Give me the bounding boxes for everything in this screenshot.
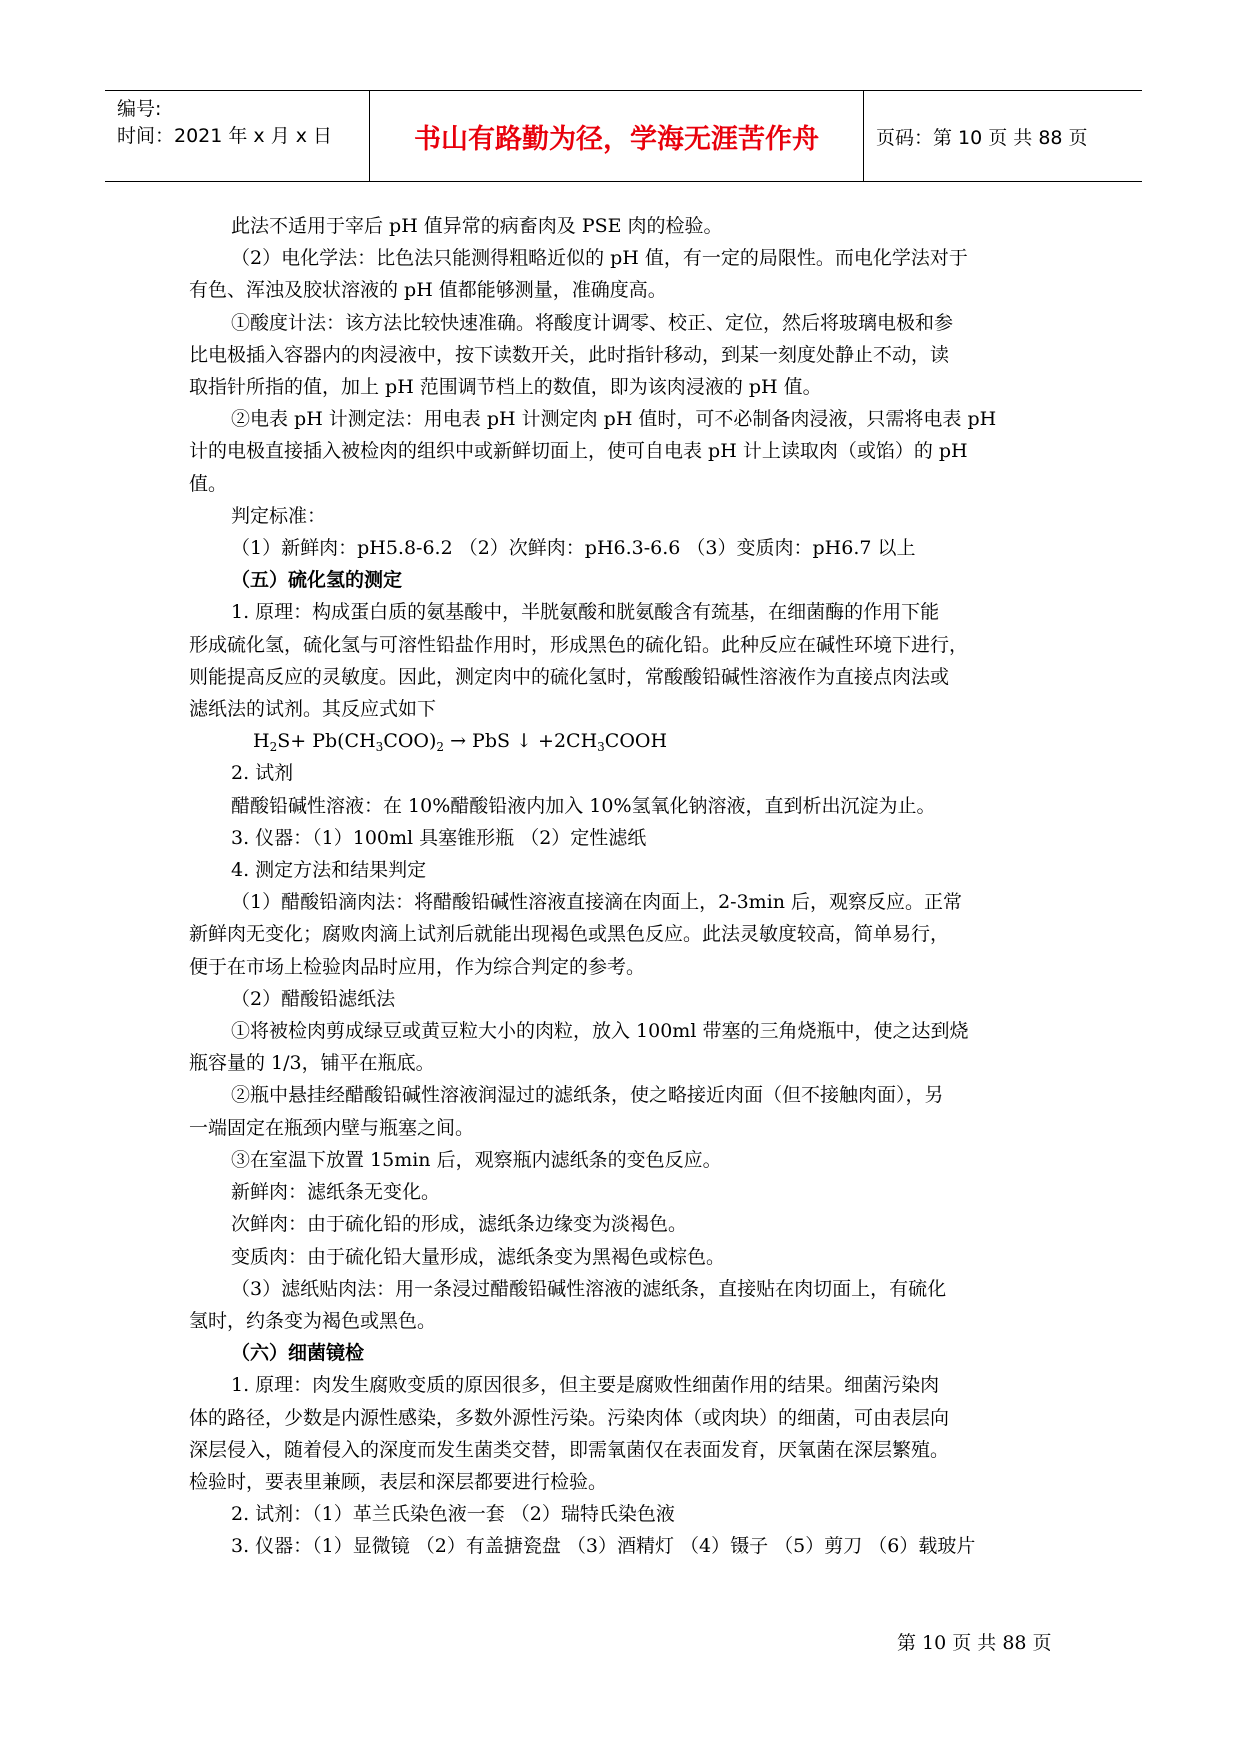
body-paragraph-line: 计的电极直接插入被检肉的组织中或新鲜切面上，使可自电表 pH 计上读取肉（或馅）的 pH	[189, 440, 968, 463]
header-motto: 书山有路勤为径，学海无涯苦作舟	[369, 91, 864, 181]
body-paragraph-line: 瓶容量的 1/3，铺平在瓶底。	[189, 1052, 435, 1075]
body-paragraph-line: （2）电化学法：比色法只能测得粗略近似的 pH 值，有一定的局限性。而电化学法对于	[231, 247, 968, 270]
body-paragraph-line: 一端固定在瓶颈内壁与瓶塞之间。	[189, 1116, 475, 1139]
page-footer: 第 10 页 共 88 页	[897, 1632, 1052, 1654]
body-paragraph-line: ②电表 pH 计测定法：用电表 pH 计测定肉 pH 值时，可不必制备肉浸液，只需将电表 pH	[231, 408, 997, 431]
section-heading: （六）细菌镜检	[231, 1342, 365, 1365]
body-paragraph-line: 氢时，约条变为褐色或黑色。	[189, 1309, 437, 1332]
body-paragraph-line: 2. 试剂：（1）革兰氏染色液一套 （2）瑞特氏染色液	[231, 1503, 675, 1526]
formula-part: COOH	[604, 730, 668, 753]
body-paragraph-line: 次鲜肉：由于硫化铅的形成，滤纸条边缘变为淡褐色。	[231, 1213, 688, 1236]
body-paragraph-line: ③在室温下放置 15min 后，观察瓶内滤纸条的变色反应。	[231, 1148, 722, 1171]
body-paragraph-line: 2. 试剂	[231, 762, 294, 785]
body-paragraph-line: ①将被检肉剪成绿豆或黄豆粒大小的肉粒，放入 100ml 带塞的三角烧瓶中，使之达到烧	[231, 1020, 969, 1043]
body-paragraph-line: 变质肉：由于硫化铅大量形成，滤纸条变为黑褐色或棕色。	[231, 1245, 726, 1268]
body-paragraph-line: 4. 测定方法和结果判定	[231, 859, 427, 882]
body-paragraph-line: 新鲜肉无变化；腐败肉滴上试剂后就能出现褐色或黑色反应。此法灵敏度较高，简单易行，	[189, 923, 950, 946]
body-paragraph-line: 有色、浑浊及胶状溶液的 pH 值都能够测量，准确度高。	[189, 279, 667, 302]
section-heading: （五）硫化氢的测定	[231, 569, 403, 592]
body-paragraph-line: 新鲜肉：滤纸条无变化。	[231, 1181, 441, 1204]
body-paragraph-line: 判定标准：	[231, 504, 327, 527]
body-paragraph-line: 比电极插入容器内的肉浸液中，按下读数开关，此时指针移动，到某一刻度处静止不动，读	[189, 343, 950, 366]
document-header	[105, 90, 1142, 182]
body-paragraph-line: 形成硫化氢，硫化氢与可溶性铅盐作用时，形成黑色的硫化铅。此种反应在碱性环境下进行，	[189, 633, 969, 656]
doc-number-label: 编号:	[117, 98, 162, 120]
body-paragraph-line: 醋酸铅碱性溶液：在 10%醋酸铅液内加入 10%氢氧化钠溶液，直到析出沉淀为止。	[231, 794, 936, 817]
document-body	[189, 210, 1061, 1563]
body-paragraph-line: 滤纸法的试剂。其反应式如下	[189, 698, 437, 721]
body-paragraph-line: 值。	[189, 472, 228, 495]
body-paragraph-line: ①酸度计法：该方法比较快速准确。将酸度计调零、校正、定位，然后将玻璃电极和参	[231, 311, 954, 334]
formula-part: S+ Pb(CH	[277, 730, 376, 753]
formula-subscript: 2	[269, 740, 278, 755]
body-paragraph-line: 3. 仪器：（1）显微镜 （2）有盖搪瓷盘 （3）酒精灯 （4）镊子 （5）剪刀 （6）载玻片	[231, 1535, 976, 1558]
body-paragraph-line: 1. 原理：构成蛋白质的氨基酸中，半胱氨酸和胱氨酸含有巯基，在细菌酶的作用下能	[231, 601, 940, 624]
body-paragraph-line: 体的路径，少数是内源性感染，多数外源性污染。污染肉体（或肉块）的细菌，可由表层向	[189, 1406, 950, 1429]
formula-subscript: 3	[597, 740, 605, 755]
body-paragraph-line: （1）新鲜肉：pH5.8-6.2 （2）次鲜肉：pH6.3-6.6 （3）变质肉：pH6.7 以上	[231, 537, 916, 560]
body-paragraph-line: 3. 仪器：（1）100ml 具塞锥形瓶 （2）定性滤纸	[231, 826, 647, 849]
body-paragraph-line: 深层侵入，随着侵入的深度而发生菌类交替，即需氧菌仅在表面发育，厌氧菌在深层繁殖。	[189, 1438, 950, 1461]
body-paragraph-line: 取指针所指的值，加上 pH 范围调节档上的数值，即为该肉浸液的 pH 值。	[189, 376, 822, 399]
body-paragraph-line: 检验时，要表里兼顾，表层和深层都要进行检验。	[189, 1470, 608, 1493]
formula-part: COO)	[383, 730, 437, 753]
reaction-formula	[189, 725, 1061, 757]
formula-subscript: 3	[375, 740, 384, 755]
body-paragraph-line: 便于在市场上检验肉品时应用，作为综合判定的参考。	[189, 955, 646, 978]
body-paragraph-line: （1）醋酸铅滴肉法：将醋酸铅碱性溶液直接滴在肉面上，2-3min 后，观察反应。正常	[231, 891, 963, 914]
formula-subscript: 2	[436, 740, 445, 755]
body-paragraph-line: 1. 原理：肉发生腐败变质的原因很多，但主要是腐败性细菌作用的结果。细菌污染肉	[231, 1374, 940, 1397]
formula-part: H	[253, 730, 270, 753]
body-paragraph-line: 此法不适用于宰后 pH 值异常的病畜肉及 PSE 肉的检验。	[231, 215, 723, 237]
doc-time-label: 时间：2021 年 x 月 x 日	[117, 125, 333, 147]
header-page-info: 页码：第 10 页 共 88 页	[876, 126, 1088, 149]
body-paragraph-line: 则能提高反应的灵敏度。因此，测定肉中的硫化氢时，常酸酸铅碱性溶液作为直接点肉法或	[189, 665, 950, 688]
formula-part: → PbS ↓ +2CH	[444, 730, 598, 753]
body-paragraph-line: ②瓶中悬挂经醋酸铅碱性溶液润湿过的滤纸条，使之略接近肉面（但不接触肉面），另	[231, 1084, 944, 1107]
body-paragraph-line: （2）醋酸铅滤纸法	[231, 987, 396, 1010]
body-paragraph-line: （3）滤纸贴肉法：用一条浸过醋酸铅碱性溶液的滤纸条，直接贴在肉切面上，有硫化	[231, 1277, 947, 1300]
header-meta	[105, 91, 369, 181]
